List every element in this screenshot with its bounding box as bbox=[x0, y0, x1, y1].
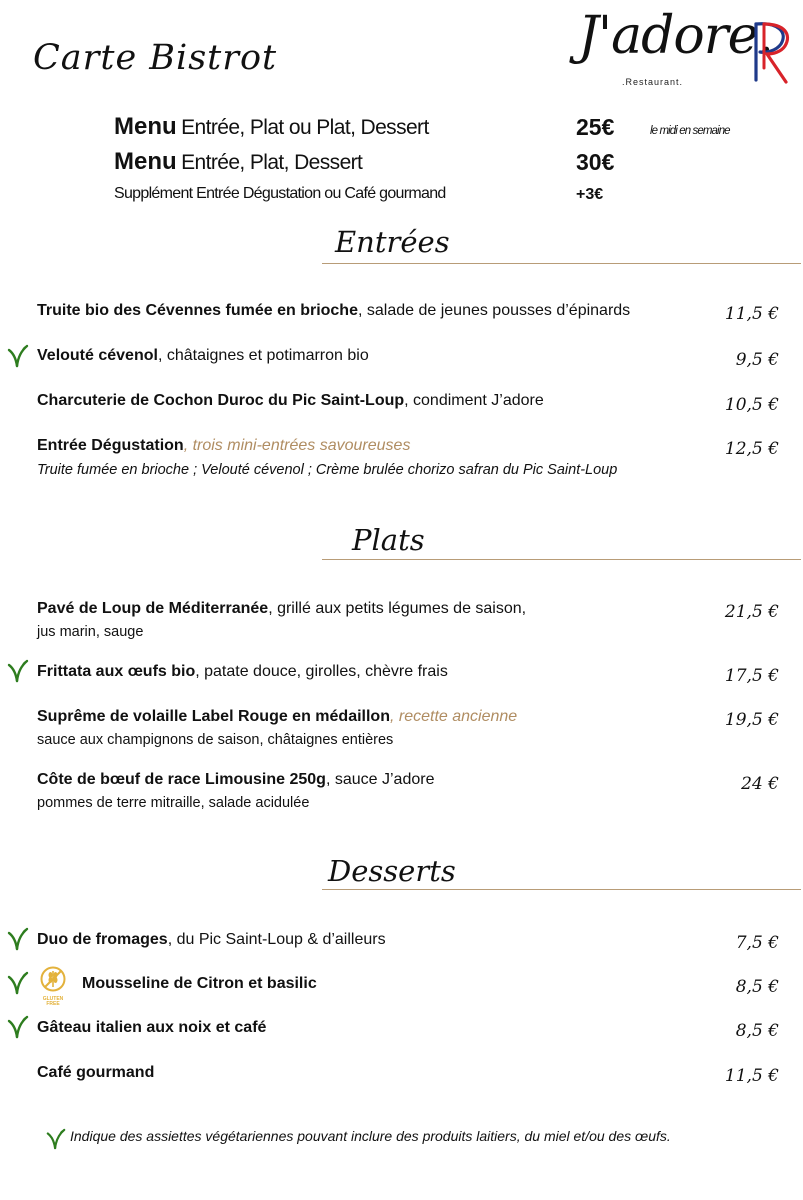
menu-label: Menu bbox=[114, 113, 177, 140]
item-subline: sauce aux champignons de saison, châtaignes entières bbox=[37, 732, 394, 748]
item-accent-note: trois mini-entrées savoureuses bbox=[192, 437, 411, 454]
vegetarian-footnote: Indique des assiettes végétariennes pouvant inclure des produits laitiers, du miel et/ou des œufs. bbox=[70, 1128, 671, 1144]
item-separator: , bbox=[389, 708, 399, 725]
menu-item bbox=[37, 708, 517, 726]
item-description: , salade de jeunes pousses d’épinards bbox=[357, 302, 631, 319]
section-divider bbox=[322, 263, 801, 264]
gluten-free-caption-line1: GLUTEN bbox=[42, 996, 64, 1002]
item-subline: pommes de terre mitraille, salade acidulée bbox=[37, 795, 310, 811]
item-separator: , bbox=[183, 437, 193, 454]
item-price: 7,5 € bbox=[735, 933, 779, 953]
menu-item bbox=[37, 771, 434, 789]
item-accent-note: recette ancienne bbox=[398, 708, 518, 725]
menu-item bbox=[37, 1064, 154, 1082]
vegetarian-leaf-icon bbox=[7, 971, 29, 995]
menu-note: le midi en semaine bbox=[650, 125, 730, 137]
item-name: Entrée Dégustation bbox=[37, 437, 184, 454]
item-price: 8,5 € bbox=[735, 1021, 779, 1041]
section-title-desserts: Desserts bbox=[328, 854, 456, 888]
item-name: Pavé de Loup de Méditerranée bbox=[37, 600, 269, 617]
item-price: 12,5 € bbox=[724, 439, 779, 459]
menu-item bbox=[37, 663, 448, 681]
menu-item bbox=[37, 302, 630, 320]
menu-label: Menu bbox=[114, 148, 177, 175]
menu-formula-1-price: 25€ bbox=[576, 114, 615, 140]
item-name: Truite bio des Cévennes fumée en brioche bbox=[37, 302, 358, 319]
menu-description: Entrée, Plat ou Plat, Dessert bbox=[181, 116, 429, 139]
section-divider bbox=[322, 559, 801, 560]
menu-item bbox=[37, 392, 544, 410]
menu-item bbox=[37, 437, 410, 455]
item-name: Velouté cévenol bbox=[37, 347, 158, 364]
vegetarian-leaf-icon bbox=[7, 1015, 29, 1039]
page-title: Carte Bistrot bbox=[33, 38, 278, 78]
item-name: Gâteau italien aux noix et café bbox=[37, 1019, 267, 1036]
gluten-free-badge-icon bbox=[40, 966, 66, 992]
item-subline: Truite fumée en brioche ; Velouté cévenol ; Crème brulée chorizo safran du Pic Saint-Loup bbox=[37, 462, 618, 478]
item-name: Mousseline de Citron et basilic bbox=[82, 975, 317, 992]
item-price: 11,5 € bbox=[724, 1066, 779, 1086]
item-price: 21,5 € bbox=[724, 602, 779, 622]
item-price: 19,5 € bbox=[724, 710, 779, 730]
menu-formula-2-price: 30€ bbox=[576, 149, 615, 175]
section-divider bbox=[322, 889, 801, 890]
item-name: Charcuterie de Cochon Duroc du Pic Saint-Loup bbox=[37, 392, 405, 409]
gluten-free-caption bbox=[40, 997, 66, 1007]
item-price: 17,5 € bbox=[724, 666, 779, 686]
item-price: 9,5 € bbox=[735, 350, 779, 370]
item-name: Café gourmand bbox=[37, 1064, 155, 1081]
item-subline: jus marin, sauge bbox=[37, 624, 144, 640]
restaurant-logo-text: J'adore. bbox=[578, 6, 773, 66]
item-description: , châtaignes et potimarron bio bbox=[157, 347, 369, 364]
item-description: , patate douce, girolles, chèvre frais bbox=[195, 663, 448, 680]
supplement-price: +3€ bbox=[576, 186, 604, 203]
section-title-plats: Plats bbox=[352, 523, 425, 557]
vegetarian-leaf-icon bbox=[46, 1128, 66, 1150]
item-description: , grillé aux petits légumes de saison, bbox=[268, 600, 527, 617]
item-price: 24 € bbox=[741, 774, 779, 794]
section-title-entrees: Entrées bbox=[335, 225, 450, 259]
item-description: , condiment J’adore bbox=[404, 392, 544, 409]
menu-item bbox=[37, 1019, 266, 1037]
restaurant-logo-subtitle: .Restaurant. bbox=[622, 77, 684, 87]
vegetarian-leaf-icon bbox=[7, 344, 29, 368]
menu-formula-1 bbox=[114, 113, 429, 141]
menu-item bbox=[37, 347, 369, 365]
menu-item bbox=[37, 600, 526, 618]
gluten-free-icon bbox=[40, 966, 66, 1007]
supplement-label: Supplément Entrée Dégustation ou Café gourmand bbox=[114, 185, 446, 202]
item-name: Suprême de volaille Label Rouge en médaillon bbox=[37, 708, 390, 725]
menu-formula-2 bbox=[114, 148, 362, 176]
vegetarian-leaf-icon bbox=[7, 659, 29, 683]
item-price: 8,5 € bbox=[735, 977, 779, 997]
item-name: Côte de bœuf de race Limousine 250g bbox=[37, 771, 326, 788]
item-name: Frittata aux œufs bio bbox=[37, 663, 196, 680]
r-monogram-icon bbox=[748, 20, 794, 86]
gluten-free-caption-line2: FREE bbox=[46, 1001, 60, 1007]
item-description: , du Pic Saint-Loup & d’ailleurs bbox=[167, 931, 386, 948]
item-description: , sauce J’adore bbox=[325, 771, 435, 788]
menu-item bbox=[82, 975, 317, 993]
item-price: 11,5 € bbox=[724, 304, 779, 324]
menu-description: Entrée, Plat, Dessert bbox=[181, 151, 363, 174]
item-name: Duo de fromages bbox=[37, 931, 168, 948]
vegetarian-leaf-icon bbox=[7, 927, 29, 951]
menu-item bbox=[37, 931, 386, 949]
item-price: 10,5 € bbox=[724, 395, 779, 415]
